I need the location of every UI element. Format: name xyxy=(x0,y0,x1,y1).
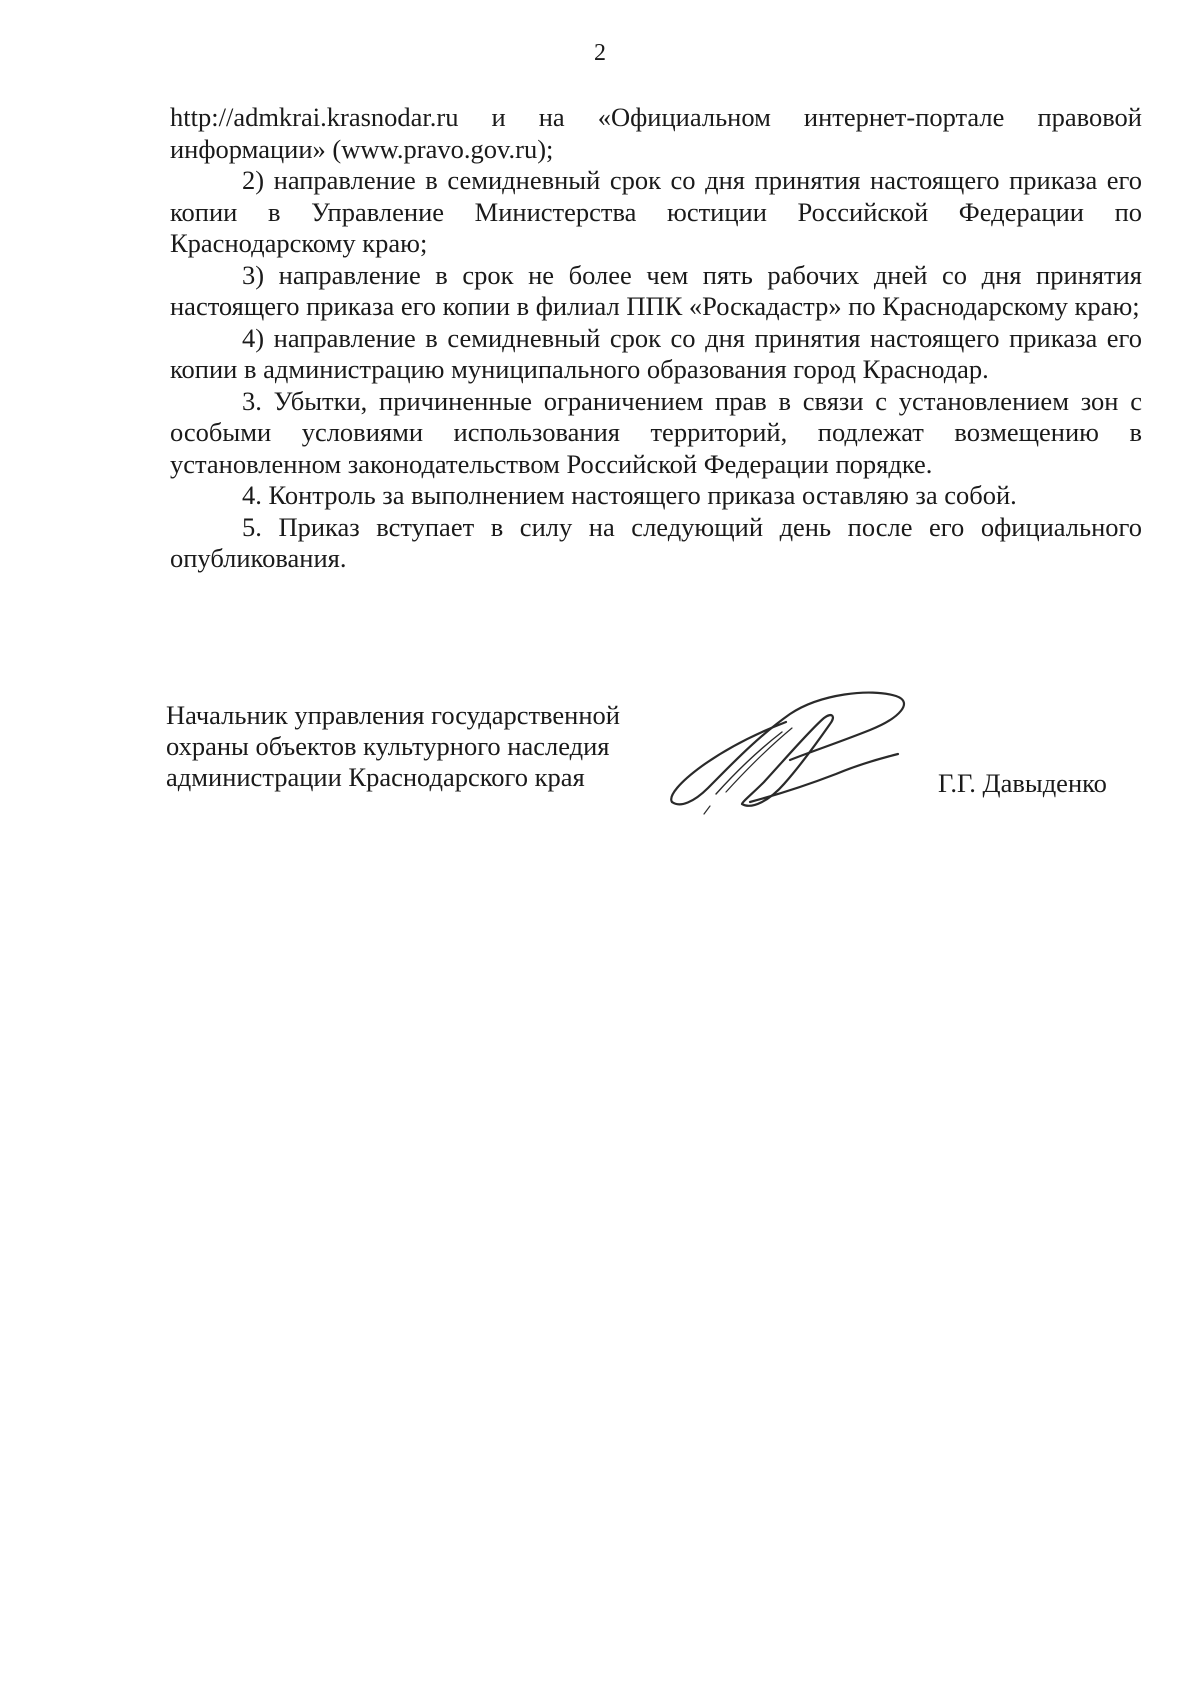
document-body xyxy=(170,102,1142,575)
paragraph-item-2: 2) направление в семидневный срок со дня принятия настоящего приказа его копии в Управление Министерства юстиции Российской Федерации по Краснодарскому краю; xyxy=(170,165,1142,258)
signatory-title-line: Начальник управления государственной xyxy=(166,700,620,730)
handwritten-signature xyxy=(660,690,920,820)
paragraph-clause-4: 4. Контроль за выполнением настоящего приказа оставляю за собой. xyxy=(242,480,1017,510)
page-number: 2 xyxy=(594,40,606,66)
signatory-title xyxy=(166,700,686,793)
paragraph-portal-publication: http://admkrai.krasnodar.ru и на «Официальном интернет-портале правовой информации» (www.pravo.gov.ru); xyxy=(170,102,1142,164)
paragraph-clause-5: 5. Приказ вступает в силу на следующий день после его официального опубликования. xyxy=(170,511,1142,573)
signatory-title-line: охраны объектов культурного наследия xyxy=(166,731,610,761)
paragraph-clause-3: 3. Убытки, причиненные ограничением прав в связи с установлением зон с особыми условиями использования территорий, подлежат возмещению в установленном законодательством Российской Федерации порядке. xyxy=(170,385,1142,479)
paragraph-item-3: 3) направление в срок не более чем пять рабочих дней со дня принятия настоящего приказа его копии в филиал ППК «Роскадастр» по Краснодарскому краю; xyxy=(170,259,1142,321)
signer-name: Г.Г. Давыденко xyxy=(938,768,1107,798)
signatory-title-line: администрации Краснодарского края xyxy=(166,762,585,792)
paragraph-item-4: 4) направление в семидневный срок со дня принятия настоящего приказа его копии в администрацию муниципального образования город Краснодар. xyxy=(170,322,1142,384)
